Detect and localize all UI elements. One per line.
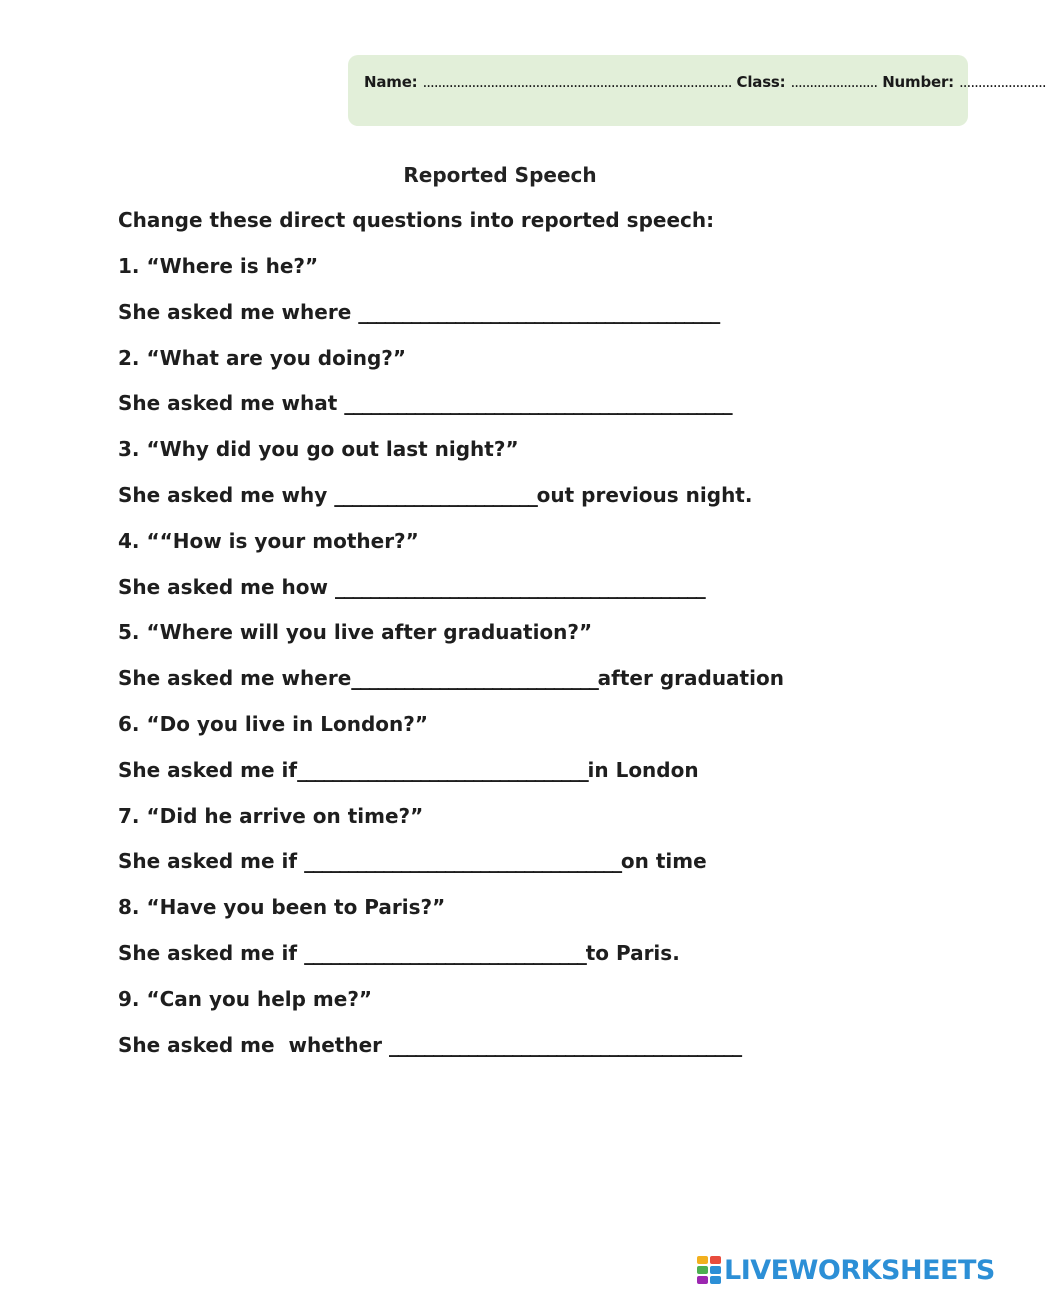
answer-suffix: after graduation [597,666,784,691]
answer-line-3 [118,483,752,507]
answer-prefix: She asked me if [118,941,305,965]
question-3: 3. “Why did you go out last night?” [118,437,519,462]
answer-suffix: out previous night. [536,483,753,507]
answer-prefix: She asked me where [118,299,359,324]
answer-blank[interactable]: _______________________ [334,483,537,507]
answer-prefix: She asked me whether [118,1032,389,1057]
student-info-box [348,55,1046,126]
student-info-line [364,73,1046,91]
answer-prefix: She asked me where [118,666,352,691]
answer-line-8 [118,941,680,965]
logo-text: LIVEWORKSHEETS [724,1254,995,1286]
answer-blank[interactable]: ________________________________________ [388,1032,741,1057]
answer-line-7 [118,849,707,873]
answer-blank[interactable]: __________________________________________ [334,574,705,599]
liveworksheets-logo [697,1253,995,1287]
answer-prefix: She asked me if [118,849,305,874]
answer-line-6 [118,758,699,782]
instructions: Change these direct questions into reported speech: [118,208,715,232]
answer-line-1 [118,300,719,324]
question-4: 4. ““How is your mother?” [118,528,419,553]
class-field[interactable]: ....................... [790,73,878,91]
answer-suffix: in London [587,757,699,782]
answer-line-5 [118,666,784,690]
answer-blank[interactable]: ____________________________________ [304,849,621,874]
answer-blank[interactable]: _________________________________ [297,757,588,782]
answer-line-9 [118,1033,741,1057]
answer-line-2 [118,391,731,415]
name-field[interactable]: .................................................................................. [422,73,732,91]
answer-blank[interactable]: _________________________________________ [358,299,720,324]
answer-prefix: She asked me if [118,757,298,782]
worksheet-title: Reported Speech [403,163,597,187]
number-field[interactable]: ....................... [959,73,1046,91]
question-9: 9. “Can you help me?” [118,986,373,1011]
answer-prefix: She asked me why [118,483,335,507]
question-2: 2. “What are you doing?” [118,345,407,370]
question-5: 5. “Where will you live after graduation?” [118,620,593,645]
question-7: 7. “Did he arrive on time?” [118,803,424,828]
question-6: 6. “Do you live in London?” [118,712,428,736]
answer-suffix: on time [620,849,707,874]
question-1: 1. “Where is he?” [118,254,319,278]
answer-blank[interactable]: ________________________________ [304,941,586,965]
answer-prefix: She asked me what [118,391,345,416]
answer-suffix: to Paris. [585,941,680,965]
answer-blank[interactable]: ____________________________ [351,666,598,691]
number-label: Number: [882,73,954,91]
answer-line-4 [118,575,705,599]
name-label: Name: [364,73,418,91]
logo-blocks-icon [697,1256,721,1284]
answer-blank[interactable]: ____________________________________________ [344,391,732,416]
question-8: 8. “Have you been to Paris?” [118,895,446,920]
answer-prefix: She asked me how [118,574,335,599]
class-label: Class: [736,73,786,91]
